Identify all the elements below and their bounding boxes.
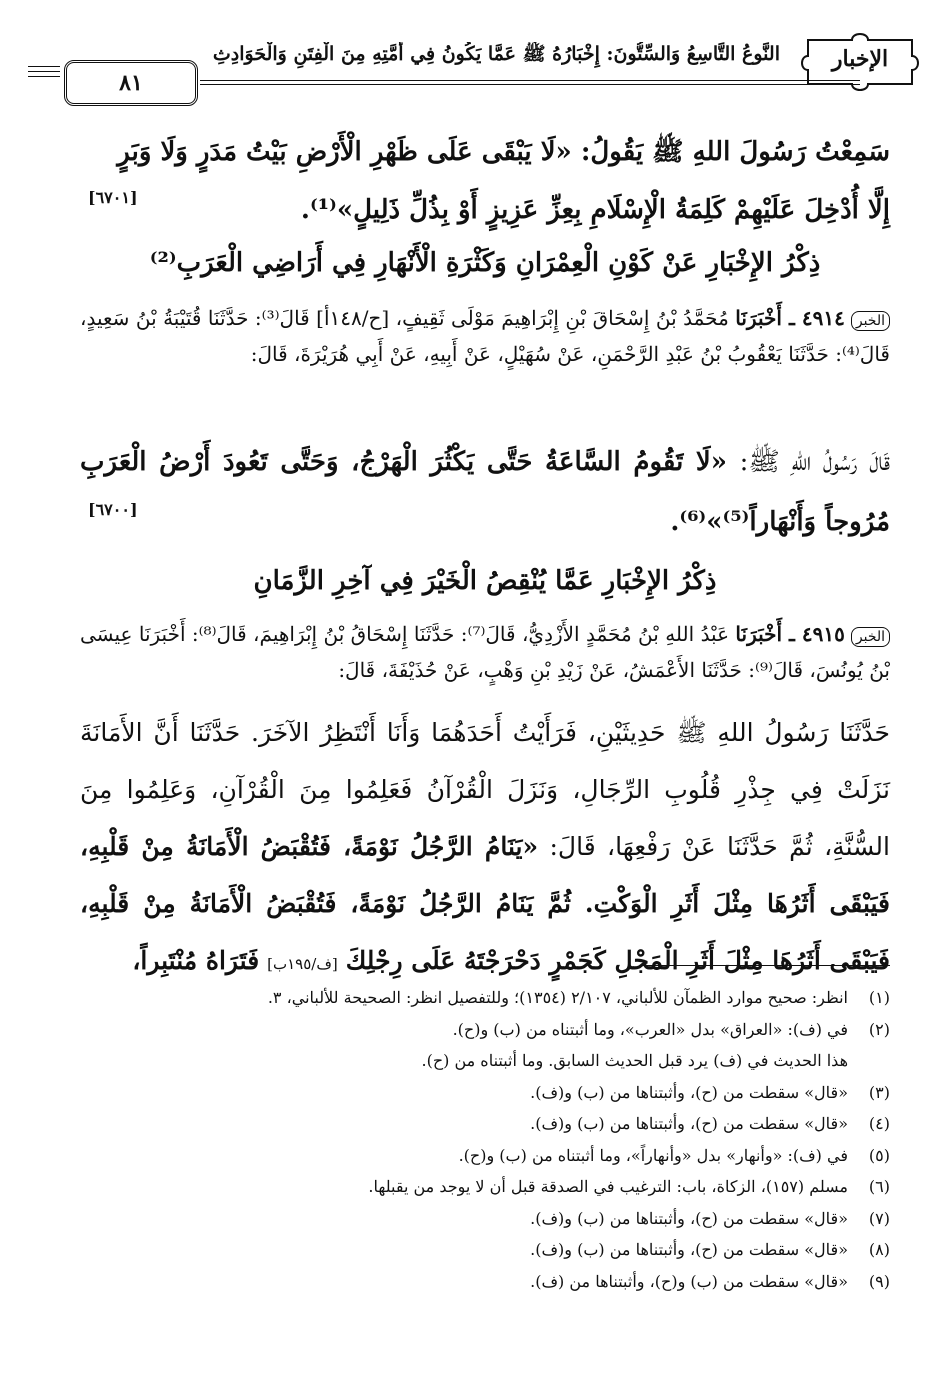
footnote-item — [80, 1108, 890, 1140]
matn-quote: «لَا تَقُومُ السَّاعَةُ حَتَّى يَكْثُرَ الْهَرْجُ، وَحَتَّى تَعُودَ أَرْضُ الْعَرَبِ مُرُوجاً وَأَنْهَاراً⁽⁵⁾»⁽⁶⁾. — [80, 447, 890, 537]
footnote-rule — [640, 965, 890, 966]
footnote-item — [80, 982, 890, 1014]
footnote-item — [80, 1014, 890, 1046]
header-rule-bottom — [200, 84, 860, 85]
footnote-number: (٣) — [868, 1082, 890, 1102]
footnote-item — [80, 1234, 890, 1266]
body-line — [80, 122, 890, 182]
footnote-item — [80, 1140, 890, 1172]
reference-number: [٦٧٠١] — [88, 188, 138, 207]
header-rule-top — [200, 80, 860, 81]
footnote-text: «قال» سقطت من (ح)، وأثبتناها من (ب) و(ف). — [530, 1240, 848, 1259]
footnote-text: مسلم (١٥٧)، الزكاة، باب: الترغيب في الصدقة قبل أن لا يوجد من يقبلها. — [368, 1177, 848, 1196]
footnote-number: (٥) — [868, 1145, 890, 1165]
footnote-item — [80, 1266, 890, 1298]
quote-line-1: سَمِعْتُ رَسُولَ اللهِ ﷺ يَقُولُ: «لَا يَبْقَى عَلَى ظَهْرِ الْأَرْضِ بَيْتُ مَدَرٍ وَلَا وَبَرٍ — [117, 137, 890, 167]
footnote-text: في (ف): «وأنهار» بدل «وأنهاراً»، وما أثبتناه من (ب) و(ح). — [458, 1145, 848, 1165]
hadith-matn — [80, 432, 890, 552]
footnote-item — [80, 1077, 890, 1109]
footnote-item — [80, 1203, 890, 1235]
section-heading: ذِكْرُ الإِخْبَارِ عَنْ كَوْنِ الْعِمْرَانِ وَكَثْرَةِ الْأَنْهَارِ فِي أَرَاضِي الْعَرَبِ⁽²⁾ — [149, 248, 821, 278]
footnote-number: (٩) — [868, 1271, 890, 1291]
running-title: النَّوعُ التَّاسِعُ وَالسِّتُّونَ: إِخْبَارُهُ ﷺ عَمَّا يَكُونُ فِي أُمَّتِهِ مِنَ الْفِتَنِ وَالْحَوَادِثِ — [212, 43, 780, 65]
hadith-matn — [80, 704, 890, 993]
footnotes — [80, 982, 890, 1297]
footnote-number: (١) — [868, 988, 890, 1007]
footnote-text: «قال» سقطت من (ح)، وأثبتناها من (ب) و(ف). — [530, 1208, 848, 1228]
footnote-text: «قال» سقطت من (ح)، وأثبتناها من (ب) و(ف). — [530, 1114, 848, 1133]
matn-quote-end: فَتَرَاهُ مُنْتَبِراً، — [132, 946, 260, 975]
footnote-text: «قال» سقطت من (ح)، وأثبتناها من (ب) و(ف). — [530, 1082, 848, 1102]
footnote-number: (٢) — [868, 1019, 890, 1039]
footnote-item — [80, 1171, 890, 1203]
section-heading: ذِكْرُ الإِخْبَارِ عَمَّا يُنْقِصُ الْخَيْرَ فِي آخِرِ الزَّمَانِ — [253, 566, 717, 596]
footnote-number: (٧) — [868, 1208, 890, 1228]
footnote-text: انظر: صحيح موارد الظمآن للألباني، ٢/١٠٧ (١٣٥٤)؛ وللتفصيل انظر: الصحيحة للألباني، ٣. — [267, 988, 848, 1007]
folio-marker: [ف/١٩٥ب] — [267, 955, 338, 973]
hadith-isnad — [80, 300, 890, 372]
badge-label: الإخبار — [831, 46, 889, 72]
matn-intro: قَالَ رَسُولُ اللهِ ﷺ: — [739, 447, 890, 477]
footnote-number: (٤) — [868, 1114, 890, 1133]
isnad-text: مُحَمَّدُ بْنُ إِسْحَاقَ بْنِ إِبْرَاهِيمَ مَوْلَى ثَقِيفٍ، [ح/١٤٨أ] قَالَ⁽³⁾: حَدَّثَنَا قُتَيْبَةُ بْنُ سَعِيدٍ، قَالَ⁽⁴⁾: حَدَّثَنَا يَعْقُوبُ بْنُ عَبْدِ الرَّحْمَنِ، عَنْ سُهَيْلٍ، عَنْ أَبِيهِ، عَنْ أَبِي هُرَيْرَةَ، قَالَ: — [80, 306, 890, 366]
left-rule-3 — [28, 76, 60, 77]
body-line — [190, 180, 890, 240]
footnote-number — [848, 1045, 890, 1077]
quote-line-2: إِلَّا أُدْخِلَ عَلَيْهِمْ كَلِمَةُ الْإِسْلَامِ بِعِزِّ عَزِيزٍ أَوْ بِذُلِّ ذَلِيلٍ»⁽¹⁾. — [300, 195, 890, 225]
isnad-text: عَبْدُ اللهِ بْنُ مُحَمَّدٍ الأَزْدِيُّ، قَالَ⁽⁷⁾: حَدَّثَنَا إِسْحَاقُ بْنُ إِبْرَاهِيمَ، قَالَ⁽⁸⁾: أَخْبَرَنَا عِيسَى بْنُ يُونُسَ، قَالَ⁽⁹⁾: حَدَّثَنَا الأَعْمَشُ، عَنْ زَيْدِ بْنِ وَهْبٍ، عَنْ حُذَيْفَةَ، قَالَ: — [80, 622, 890, 682]
left-rule-2 — [28, 71, 60, 72]
footnote-text: «قال» سقطت من (ب) و(ح)، وأثبتناها من (ف). — [530, 1271, 848, 1291]
hadith-isnad — [80, 616, 890, 688]
footnote-number: (٨) — [868, 1240, 890, 1259]
page-number: ٨١ — [64, 60, 198, 106]
left-rule-1 — [28, 66, 60, 67]
reference-number: [٦٧٠٠] — [88, 500, 138, 519]
footnote-text: هذا الحديث في (ف) يرد قبل الحديث السابق. وما أثبتناه من (ح). — [421, 1051, 848, 1070]
matn-quote: «يَنَامُ الرَّجُلُ نَوْمَةً، فَتُقْبَضُ الْأَمَانَةُ مِنْ قَلْبِهِ، فَيَبْقَى أَثَرُهَا مِثْلَ أَثَرِ الْوَكْتِ. ثُمَّ يَنَامُ الرَّجُلُ نَوْمَةً، فَتُقْبَضُ الْأَمَانَةُ مِنْ قَلْبِهِ، فَيَبْقَى أَثَرُهَا مِثْلَ أَثَرِ الْمَجْلِ كَجَمْرٍ دَحْرَجْتَهُ عَلَى رِجْلِكَ — [80, 832, 890, 975]
footnote-number: (٦) — [868, 1177, 890, 1196]
footnote-text: في (ف): «العراق» بدل «العرب»، وما أثبتناه من (ب) و(ح). — [452, 1019, 848, 1039]
hadith-marker-icon: الخبر — [851, 627, 890, 647]
hadith-number: ٤٩١٥ ـ أَخْبَرَنَا — [735, 622, 845, 646]
hadith-number: ٤٩١٤ ـ أَخْبَرَنَا — [735, 306, 845, 330]
hadith-marker-icon: الخبر — [851, 311, 890, 331]
matn-plain: حَدَّثَنَا رَسُولُ اللهِ ﷺ حَدِيثَيْنِ، فَرَأَيْتُ أَحَدَهُمَا وَأَنَا أَنْتَظِرُ الآخَرَ. حَدَّثَنَا أَنَّ الأَمَانَةَ نَزَلَتْ فِي جِذْرِ قُلُوبِ الرِّجَالِ، وَنَزَلَ الْقُرْآنُ فَعَلِمُوا مِنَ الْقُرْآنِ، وَعَلِمُوا مِنَ السُّنَّةِ، ثُمَّ حَدَّثَنَا عَنْ رَفْعِهَا، قَالَ: — [80, 718, 890, 861]
footnote-item — [80, 1045, 890, 1077]
